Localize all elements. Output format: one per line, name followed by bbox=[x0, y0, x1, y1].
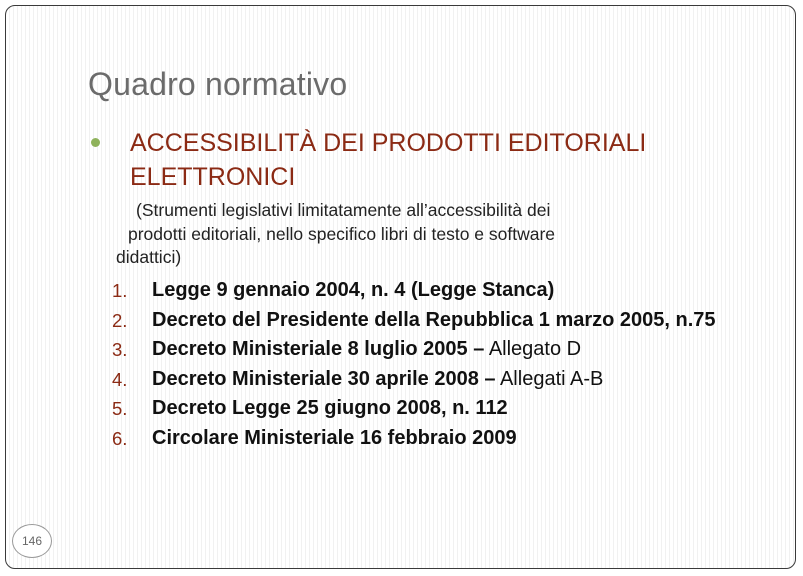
slide-title: Quadro normativo bbox=[88, 66, 348, 102]
list-item bbox=[112, 366, 752, 393]
page-number: 146 bbox=[12, 524, 52, 558]
list-item bbox=[112, 336, 752, 363]
list-item bbox=[112, 425, 752, 452]
list-number: 3. bbox=[112, 339, 128, 360]
list-item bbox=[112, 395, 752, 422]
note-line-3: didattici) bbox=[116, 247, 182, 267]
list-item-suffix: Allegati A-B bbox=[495, 367, 604, 390]
list-item-text: Decreto del Presidente della Repubblica 1 marzo 2005, n.75 bbox=[152, 308, 716, 331]
note-line-1: (Strumenti legislativi limitatamente all’accessibilità dei bbox=[136, 200, 551, 220]
list-item bbox=[112, 277, 752, 304]
list-number: 1. bbox=[112, 280, 128, 301]
heading-line-2: ELETTRONICI bbox=[130, 163, 296, 191]
list-number: 5. bbox=[112, 398, 128, 419]
note-line-2: prodotti editoriali, nello specifico libri di testo e software bbox=[128, 223, 556, 244]
list-item-text: Decreto Ministeriale 8 luglio 2005 – bbox=[152, 338, 485, 360]
list-item-text: Legge 9 gennaio 2004, n. 4 (Legge Stanca) bbox=[152, 279, 555, 301]
bullet-dot-icon bbox=[91, 138, 100, 147]
list-item-suffix: Allegato D bbox=[484, 338, 582, 360]
list-item-text: Decreto Legge 25 giugno 2008, n. 112 bbox=[152, 397, 508, 419]
list-number: 4. bbox=[112, 368, 128, 390]
list-number: 2. bbox=[112, 309, 128, 331]
heading-line-1: ACCESSIBILITÀ DEI PRODOTTI EDITORIALI bbox=[130, 129, 647, 157]
list-item bbox=[112, 307, 752, 334]
list-item-text: Circolare Ministeriale 16 febbraio 2009 bbox=[152, 426, 517, 449]
list-number: 6. bbox=[112, 427, 128, 449]
legislation-list bbox=[112, 277, 752, 454]
section-heading bbox=[130, 126, 770, 194]
list-item-text: Decreto Ministeriale 30 aprile 2008 – bbox=[152, 367, 496, 390]
scope-note bbox=[116, 199, 736, 270]
